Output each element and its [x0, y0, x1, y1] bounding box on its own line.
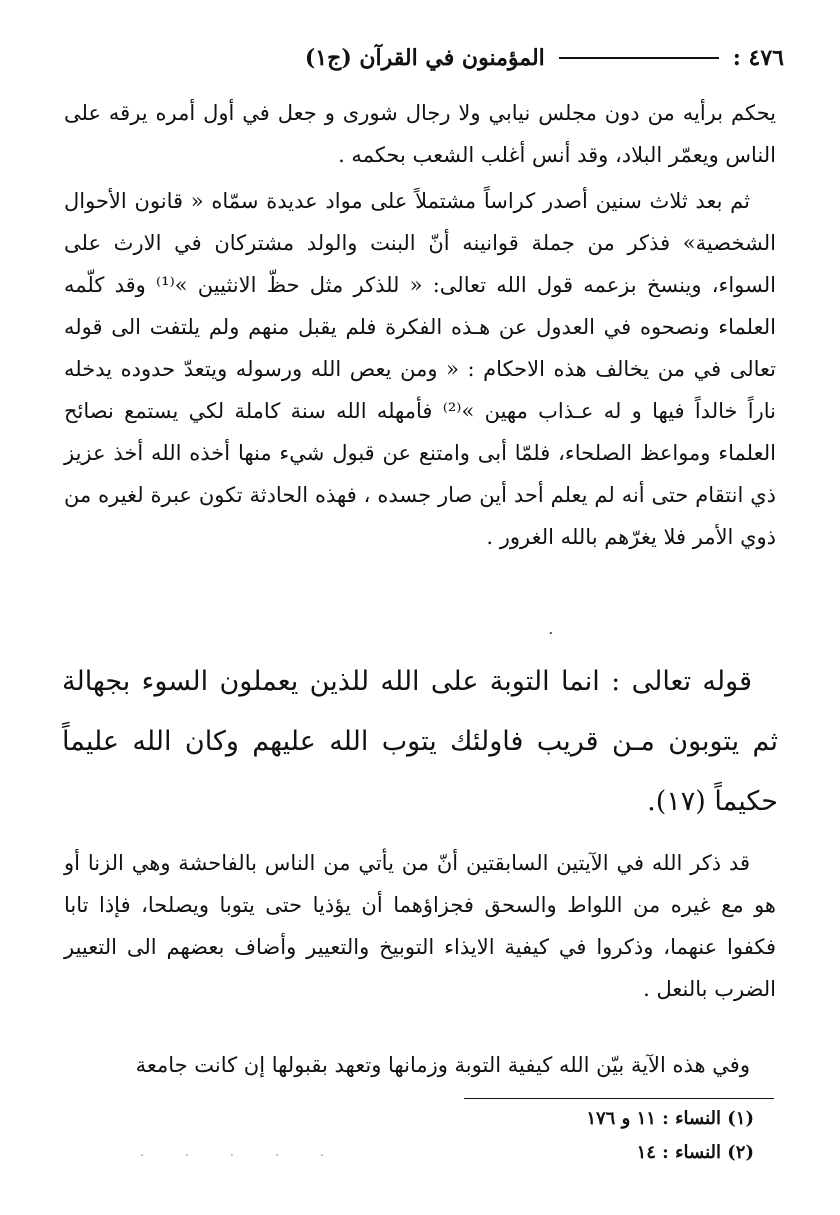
running-header	[60, 38, 784, 78]
footnote-rule	[464, 1098, 774, 1099]
footnote: (٢) النساء : ١٤	[636, 1142, 754, 1163]
quranic-verse	[62, 652, 778, 832]
header-rule	[559, 57, 719, 59]
page-number: ٤٧٦ :	[732, 45, 784, 71]
section-separator: .	[548, 618, 554, 639]
commentary-paragraph: وفي هذه الآية بيّن الله كيفية التوبة وزمانها وتعهد بقبولها إن كانت جامعة	[135, 1053, 750, 1077]
scan-artifact: . . . . .	[140, 1144, 343, 1160]
verse-text: انما التوبة على الله للذين يعملون السوء بجهالة ثم يتوبون مـن قريب فاولئك يتوب الله عليهم وكان الله عليماً حكيماً	[62, 666, 778, 817]
commentary-paragraph: قد ذكر الله في الآيتين السابقتين أنّ من يأتي من الناس بالفاحشة وهي الزنا أو هو مع غيره من اللواط والسحق فجزاؤهما أن يؤذيا حتى يتوبا ويصلحا، فإذا تابا فكفوا عنهما، وذكروا في كيفية الايذاء التوبيخ والتعيير وأضاف بعضهم الى التعيير الضرب بالنعل .	[64, 851, 776, 1001]
footnotes	[440, 1102, 754, 1170]
body-paragraph: يحكم برأيه من دون مجلس نيابي ولا رجال شورى و جعل في أول أمره يرقه على الناس ويعمّر البلاد، وقد أنس أغلب الشعب بحكمه .	[64, 101, 776, 167]
body-paragraph: ثم بعد ثلاث سنين أصدر كراساً مشتملاً على مواد عديدة سمّاه « قانون الأحوال الشخصية» فذكر من جملة قوانينه أنّ البنت والولد مشتركان في الارث على السواء، وينسخ بزعمه قول الله تعالى: « للذكر مثل حظّ الانثيين »⁽¹⁾ وقد كلّمه العلماء ونصحوه في العدول عن هـذه الفكرة فلم يقبل منهم ولم يلتفت الى قوله تعالى في من يخالف هذه الاحكام : « ومن يعص الله ورسوله ويتعدّ حدوده يدخله ناراً خالداً فيها و له عـذاب مهين »⁽²⁾ فأمهله الله سنة كاملة لكي يستمع نصائح العلماء ومواعظ الصلحاء، فلمّا أبى وامتنع عن قبول شيء منها أخذه الله أخذ عزيز ذي انتقام حتى أنه لم يعلم أحد أين صار جسده ، فهذه الحادثة تكون عبرة لغيره من ذوي الأمر فلا يغرّهم بالله الغرور .	[64, 189, 776, 549]
footnote: (١) النساء : ١١ و ١٧٦	[586, 1108, 754, 1129]
running-title: المؤمنون في القرآن (ج١)	[304, 45, 545, 71]
verse-number: (١٧).	[647, 786, 706, 817]
verse-intro: قوله تعالى :	[611, 666, 752, 697]
